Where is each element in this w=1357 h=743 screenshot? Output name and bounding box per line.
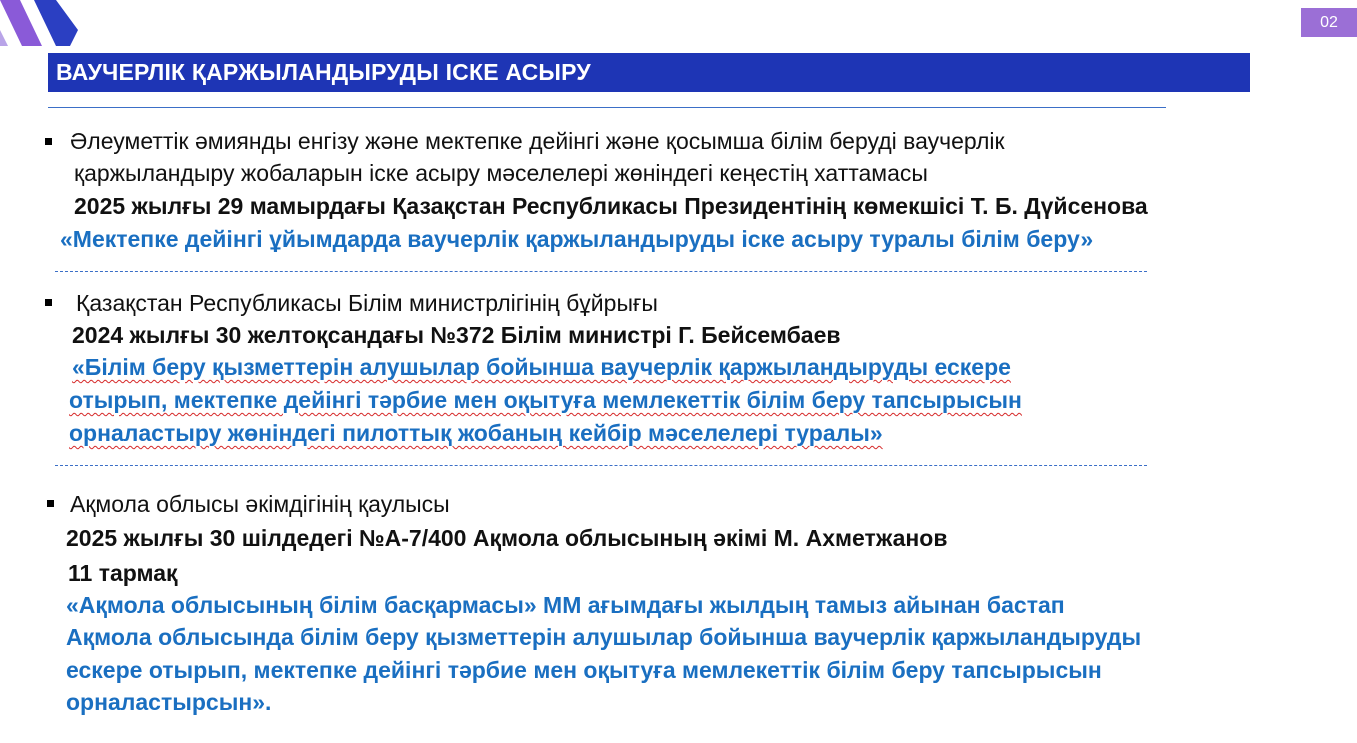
section-divider bbox=[55, 271, 1147, 272]
section-3-quote-line: ескере отырып, мектепке дейінгі тәрбие мен оқытуға мемлекеттік білім беру тапсырысын bbox=[66, 657, 1102, 683]
bullet-icon bbox=[45, 138, 52, 145]
section-2-details: 2024 жылғы 30 желтоқсандағы №372 Білім министрі Г. Бейсембаев bbox=[72, 322, 841, 348]
section-3-doc-line-1: Ақмола облысы әкімдігінің қаулысы bbox=[70, 491, 450, 517]
title-underline bbox=[48, 107, 1166, 108]
section-2-quote-line: орналастыру жөніндегі пилоттық жобаның кейбір мәселелері туралы» bbox=[69, 420, 883, 446]
page-title: ВАУЧЕРЛІК ҚАРЖЫЛАНДЫРУДЫ ІСКЕ АСЫРУ bbox=[56, 59, 591, 85]
section-3-quote-line: «Ақмола облысының білім басқармасы» ММ ағымдағы жылдың тамыз айынан бастап bbox=[66, 592, 1065, 618]
logo-icon bbox=[0, 0, 80, 48]
bullet-icon bbox=[45, 299, 52, 306]
section-2-quote-line: «Білім беру қызметтерін алушылар бойынша ваучерлік қаржыландыруды ескере bbox=[72, 354, 1011, 380]
bullet-icon bbox=[47, 500, 54, 507]
section-1-quote-line: «Мектепке дейінгі ұйымдарда ваучерлік қаржыландыруды іске асыру туралы білім беру» bbox=[60, 226, 1094, 252]
section-1-details: 2025 жылғы 29 мамырдағы Қазақстан Республикасы Президентінің көмекшісі Т. Б. Дүйсенова bbox=[74, 193, 1148, 219]
section-2-quote-line: отырып, мектепке дейінгі тәрбие мен оқытуға мемлекеттік білім беру тапсырысын bbox=[69, 387, 1022, 413]
title-banner bbox=[48, 53, 1250, 92]
section-3-quote-line: Ақмола облысында білім беру қызметтерін алушылар бойынша ваучерлік қаржыландыруды bbox=[66, 624, 1142, 650]
section-1-doc-line-2: қаржыландыру жобаларын іске асыру мәселелері жөніндегі кеңестің хаттамасы bbox=[74, 160, 928, 186]
section-3-clause: 11 тармақ bbox=[68, 560, 178, 586]
section-2-doc-line-1: Қазақстан Республикасы Білім министрлігінің бұйрығы bbox=[76, 290, 658, 316]
section-3-details: 2025 жылғы 30 шілдедегі №А-7/400 Ақмола облысының әкімі М. Ахметжанов bbox=[66, 525, 948, 551]
section-3-quote-line: орналастырсын». bbox=[66, 689, 272, 715]
section-divider bbox=[55, 465, 1147, 466]
page-number-badge: 02 bbox=[1301, 8, 1357, 37]
section-1-doc-line-1: Әлеуметтік әмиянды енгізу және мектепке дейінгі және қосымша білім беруді ваучерлік bbox=[70, 128, 1005, 154]
